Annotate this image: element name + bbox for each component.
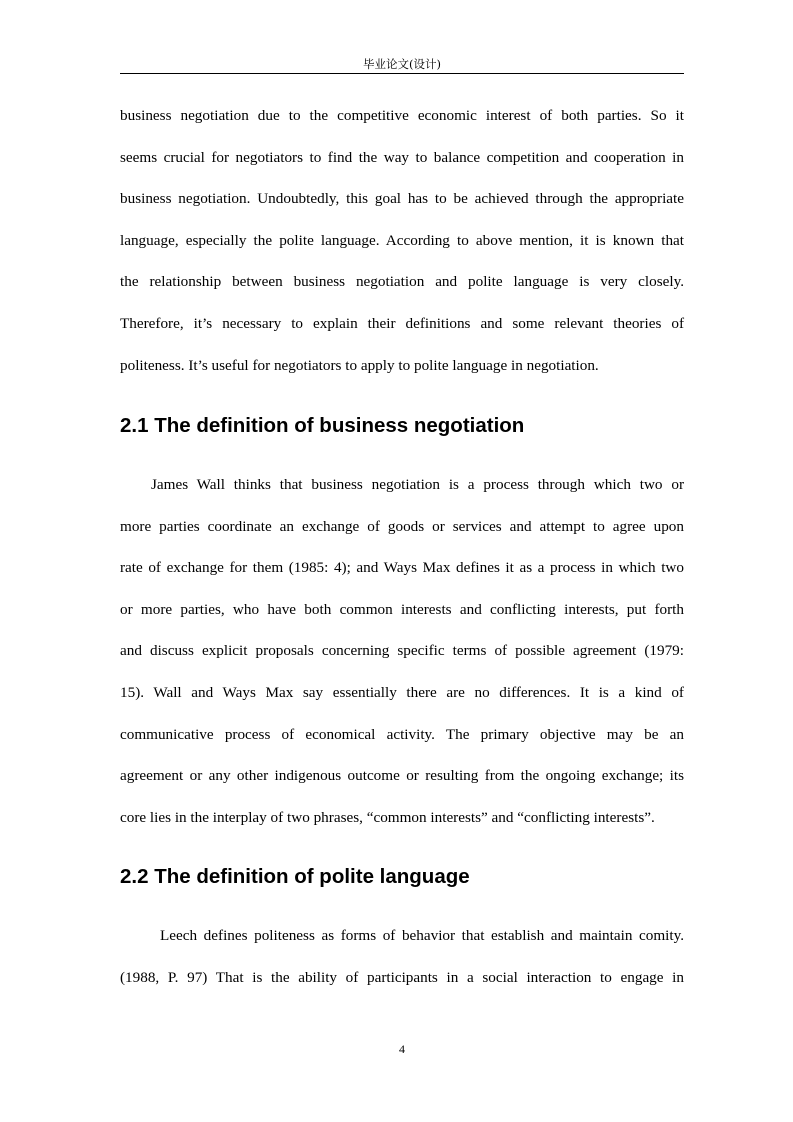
text-line: business negotiation. Undoubtedly, this goal has to be achieved through the appropriate (120, 190, 684, 208)
section-heading-2-2: 2.2 The definition of polite language (120, 865, 470, 888)
section-heading-2-1: 2.1 The definition of business negotiation (120, 414, 525, 437)
text-line: (1988, P. 97) That is the ability of participants in a social interaction to engage in (120, 968, 684, 986)
text-line: communicative process of economical activity. The primary objective may be an (120, 725, 684, 743)
text-line: politeness. It’s useful for negotiators to apply to polite language in negotiation. (120, 356, 599, 374)
text-line: or more parties, who have both common interests and conflicting interests, put forth (120, 600, 684, 618)
text-line: the relationship between business negotiation and polite language is very closely. (120, 273, 684, 291)
intro-paragraph (120, 95, 684, 386)
text-line: language, especially the polite language. According to above mention, it is known that (120, 231, 684, 249)
header-rule (120, 73, 684, 74)
text-line: Leech defines politeness as forms of behavior that establish and maintain comity. (160, 927, 684, 944)
section-2-1-paragraph (120, 464, 684, 838)
text-line: more parties coordinate an exchange of goods or services and attempt to agree upon (120, 517, 684, 535)
text-line: seems crucial for negotiators to find the way to balance competition and cooperation in (120, 148, 684, 166)
text-line: and discuss explicit proposals concerning specific terms of possible agreement (1979: (120, 642, 684, 660)
text-line: business negotiation due to the competitive economic interest of both parties. So it (120, 107, 684, 124)
text-line: agreement or any other indigenous outcome or resulting from the ongoing exchange; its (120, 767, 684, 785)
text-line: core lies in the interplay of two phrases, “common interests” and “conflicting interests”. (120, 808, 655, 826)
text-line: James Wall thinks that business negotiation is a process through which two or (151, 476, 684, 493)
text-line: Therefore, it’s necessary to explain their definitions and some relevant theories of (120, 314, 684, 332)
text-line: rate of exchange for them (1985: 4); and Ways Max defines it as a process in which two (120, 559, 684, 577)
section-2-2-paragraph (120, 915, 684, 998)
page-number: 4 (399, 1042, 405, 1056)
page-header-title: 毕业论文(设计) (363, 57, 441, 71)
text-line: 15). Wall and Ways Max say essentially there are no differences. It is a kind of (120, 683, 684, 701)
